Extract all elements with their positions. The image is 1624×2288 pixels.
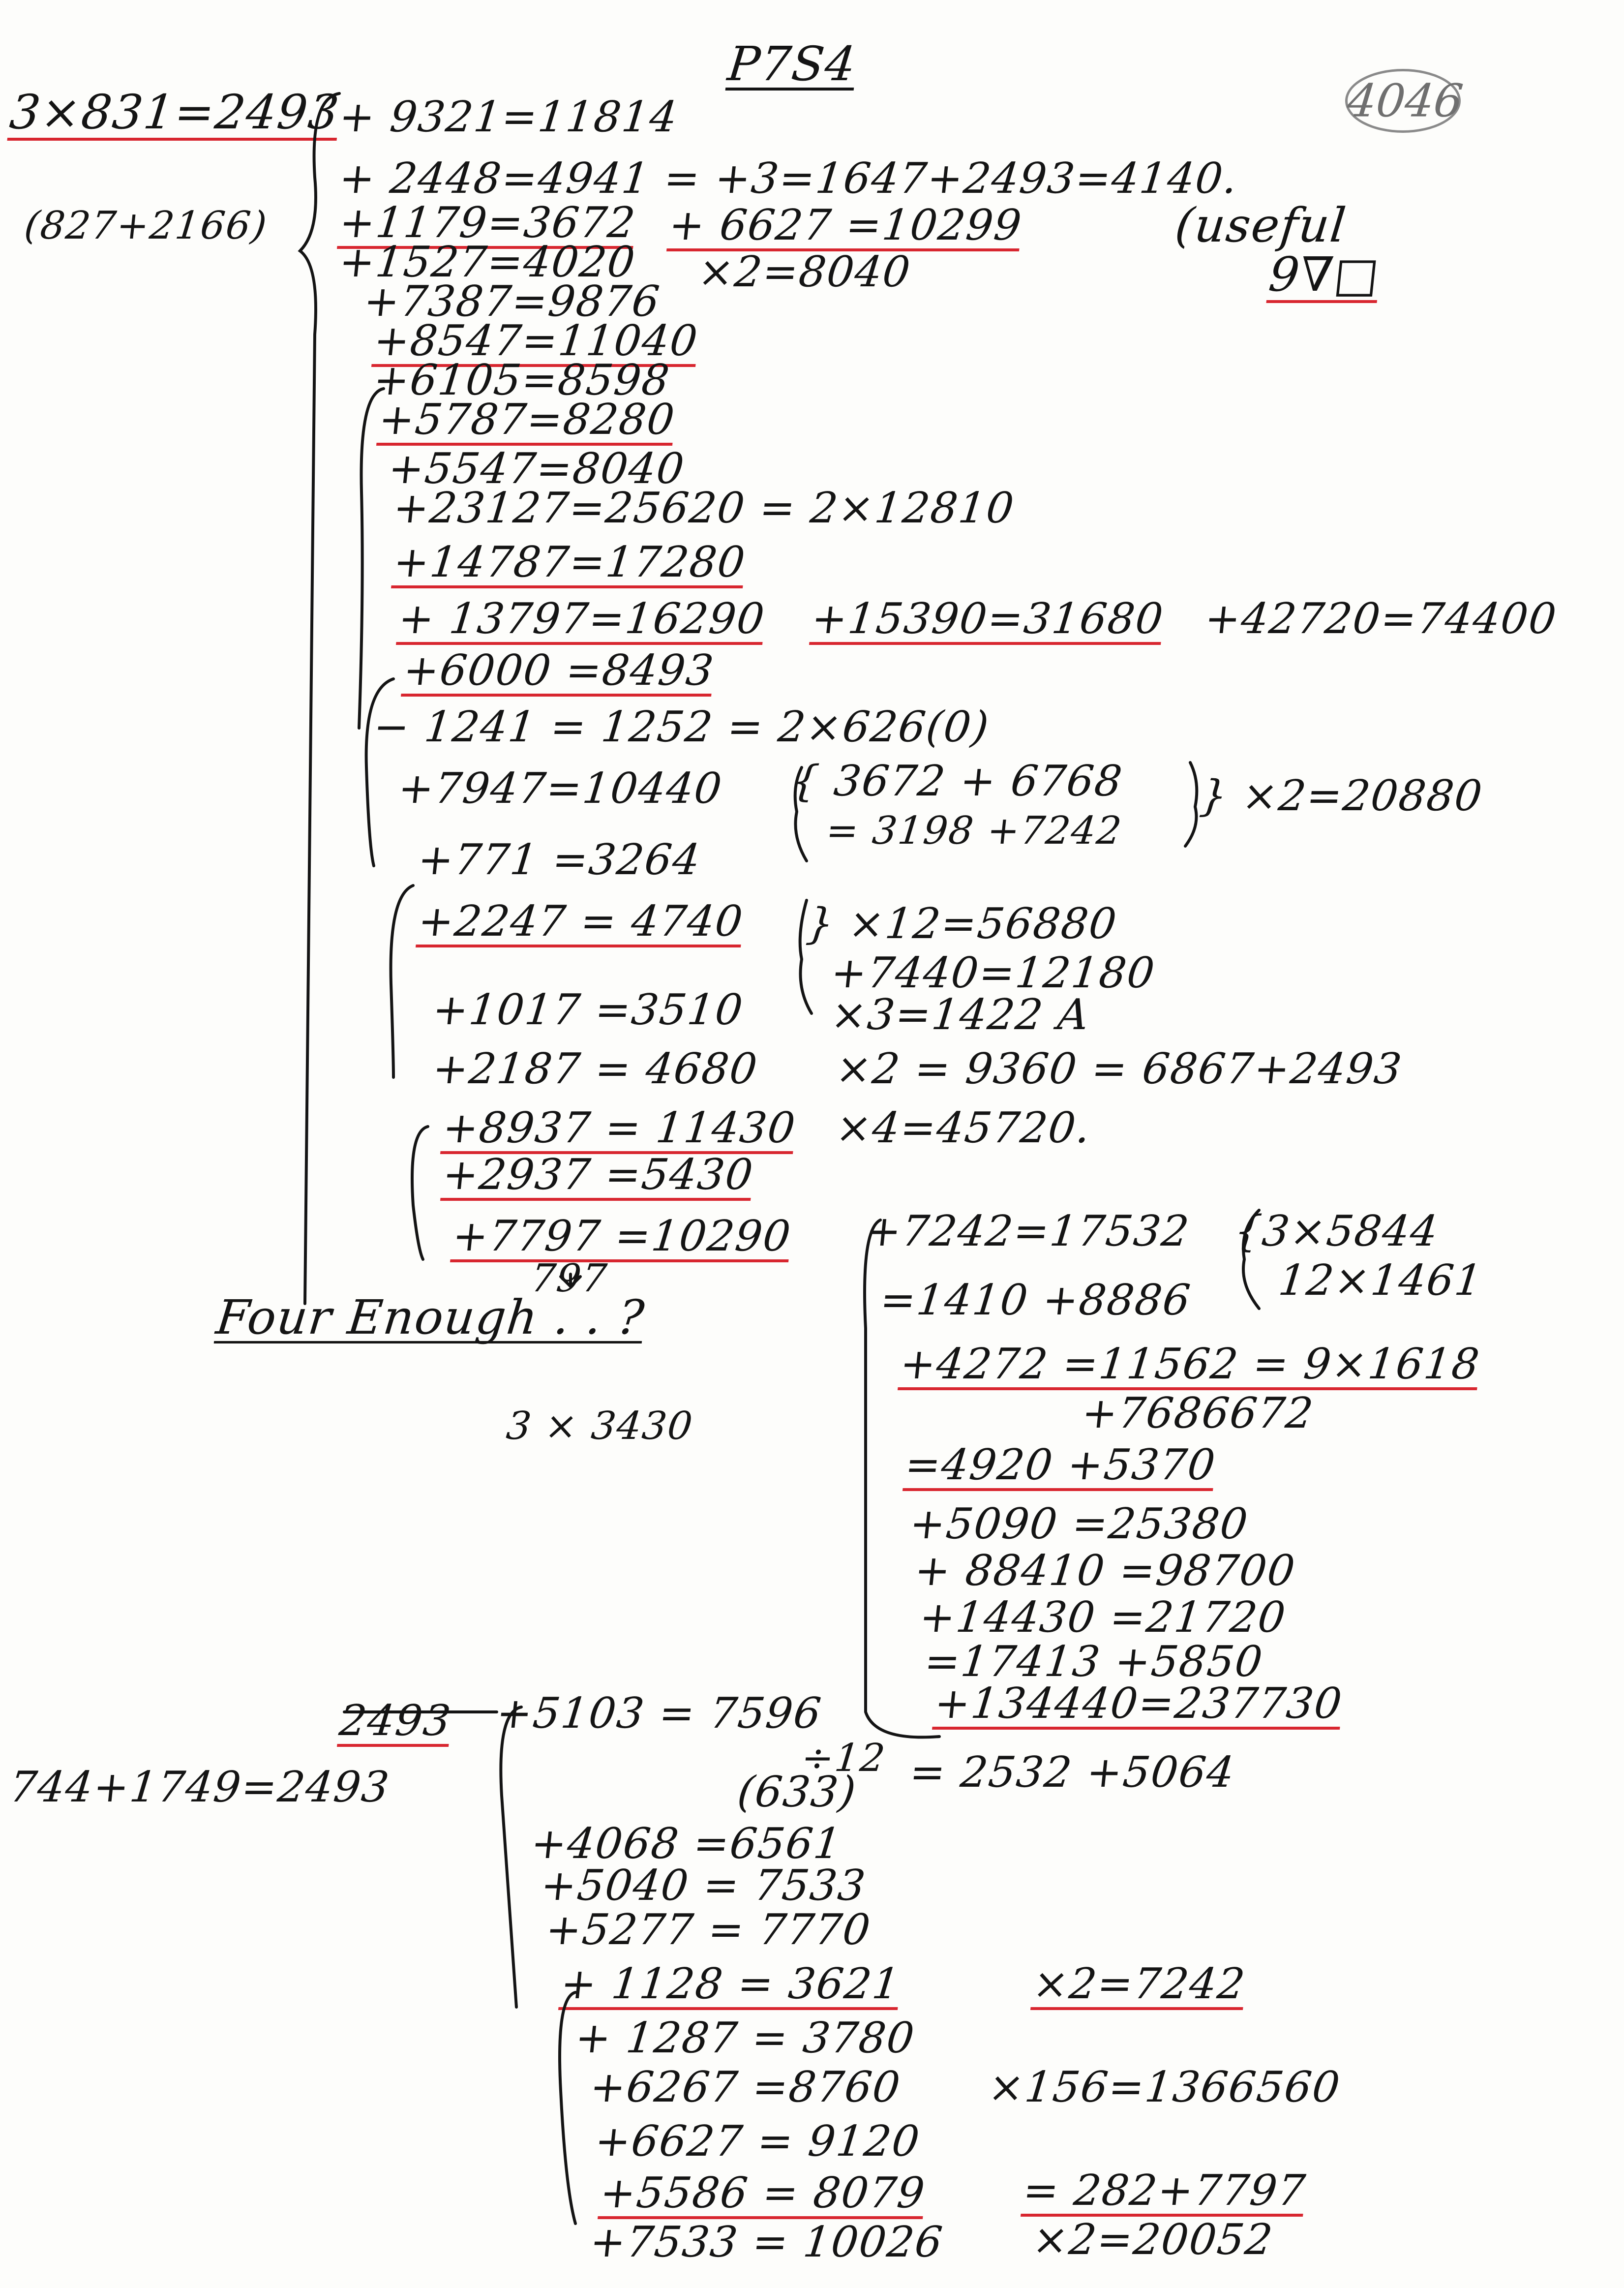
line-28: ×3=1422 A <box>828 990 1092 1039</box>
line-54: +5277 = 7770 <box>543 1905 873 1954</box>
line-16: +42720=74400 <box>1202 594 1560 643</box>
brace-3 <box>366 679 393 866</box>
line-13: +14787=17280 <box>391 541 748 588</box>
line-48: +5103 = 7596 <box>494 1689 824 1738</box>
line-57: + 1287 = 3780 <box>572 2013 918 2063</box>
line-56: ×2=7242 <box>1030 1963 1248 2010</box>
left-top-equation: 3×831=2493 <box>7 85 342 140</box>
line-33: +2937 =5430 <box>440 1154 755 1201</box>
line-34: +7797 =10290 <box>450 1215 793 1262</box>
page-number: 4046 <box>1345 74 1466 127</box>
line-15: +15390=31680 <box>809 598 1166 645</box>
line-1: + 9321=11814 <box>336 92 681 142</box>
line-44: + 88410 =98700 <box>912 1546 1298 1595</box>
line-9: +6105=8598 <box>371 356 673 405</box>
brace-right-col <box>865 1220 939 1737</box>
brace-6 <box>795 767 807 861</box>
line-49: ÷12 <box>799 1736 888 1780</box>
line-36: +7242=17532 <box>863 1207 1192 1256</box>
line-27: +1017 =3510 <box>430 985 746 1035</box>
line-41: +7686672 <box>1079 1389 1317 1438</box>
left-paren-note: (827+2166) <box>22 204 270 248</box>
brace-9 <box>1243 1210 1259 1309</box>
line-11: +5547=8040 <box>386 444 688 493</box>
bottom-left-number: 2493 <box>337 1700 453 1747</box>
symbol-note: 9∇□ <box>1266 247 1383 302</box>
line-26: +7440=12180 <box>828 948 1158 998</box>
line-61: +5586 = 8079 <box>598 2172 928 2219</box>
line-8: +8547=11040 <box>371 320 700 367</box>
line-40: +4272 =11562 = 9×1618 <box>898 1343 1482 1390</box>
line-17: +6000 =8493 <box>401 649 716 697</box>
line-32: ×4=45720. <box>833 1103 1094 1153</box>
brace-5 <box>412 1127 428 1259</box>
line-63: +7533 = 10026 <box>587 2218 946 2267</box>
line-5: +1527=4020 <box>336 238 638 287</box>
line-24: +2247 = 4740 <box>416 900 746 947</box>
line-22: } ×2=20880 <box>1197 771 1485 821</box>
line-3: +1179=3672 <box>337 202 638 249</box>
brace-4 <box>391 885 413 1077</box>
line-46: =17413 +5850 <box>922 1637 1266 1686</box>
line-53: +5040 = 7533 <box>538 1861 869 1910</box>
line-38: 12×1461 <box>1276 1256 1485 1305</box>
line-12: +23127=25620 = 2×12810 <box>391 484 1017 533</box>
line-35: 797 <box>529 1256 610 1301</box>
bottom-left-equation: 744+1749=2493 <box>7 1763 392 1812</box>
line-19: +7947=10440 <box>395 764 725 813</box>
brace-7 <box>800 900 812 1013</box>
page-title: P7S4 <box>725 36 859 92</box>
line-30: ×2 = 9360 = 6867+2493 <box>833 1044 1405 1094</box>
line-21: = 3198 +7242 <box>824 809 1125 853</box>
line-7: +7387=9876 <box>361 277 663 326</box>
line-58: +6267 =8760 <box>587 2063 903 2112</box>
line-59: ×156=1366560 <box>986 2063 1343 2112</box>
line-14: + 13797=16290 <box>396 598 767 645</box>
brace-8 <box>1185 763 1197 846</box>
line-10: +5787=8280 <box>376 398 677 446</box>
line-23: +771 =3264 <box>415 835 703 885</box>
line-50: (633) <box>735 1768 859 1817</box>
line-2: + 2448=4941 = +3=1647+2493=4140. <box>336 154 1241 203</box>
line-60: +6627 = 9120 <box>592 2117 923 2166</box>
line-47: +134440=237730 <box>932 1682 1345 1730</box>
line-20: { 3672 + 6768 <box>789 757 1125 806</box>
brace-bottom-2 <box>560 1992 575 2224</box>
brace-bottom <box>501 1707 521 2007</box>
brace-2 <box>359 389 384 728</box>
line-37: {3×5844 <box>1232 1207 1441 1256</box>
line-45: +14430 =21720 <box>917 1593 1289 1642</box>
main-brace <box>300 93 339 1304</box>
line-55: + 1128 = 3621 <box>558 1963 902 2010</box>
arrow-down <box>561 1274 580 1286</box>
line-25: } ×12=56880 <box>804 899 1120 948</box>
three-times-note: 3 × 3430 <box>504 1404 695 1448</box>
line-29: +2187 = 4680 <box>430 1044 760 1094</box>
line-64: ×2=20052 <box>1030 2215 1276 2264</box>
line-39: =1410 +8886 <box>877 1276 1194 1325</box>
four-enough-note: Four Enough . . ? <box>213 1290 648 1345</box>
line-18: − 1241 = 1252 = 2×626(0) <box>371 702 992 752</box>
line-4: + 6627 =10299 <box>666 204 1024 251</box>
line-43: +5090 =25380 <box>907 1499 1251 1549</box>
line-6: ×2=8040 <box>695 247 913 297</box>
line-42: =4920 +5370 <box>902 1444 1218 1491</box>
useful-note: (useful <box>1173 198 1350 253</box>
line-31: +8937 = 11430 <box>440 1107 798 1154</box>
line-51: = 2532 +5064 <box>907 1748 1237 1797</box>
line-52: +4068 =6561 <box>528 1819 844 1868</box>
line-62: = 282+7797 <box>1021 2169 1308 2217</box>
